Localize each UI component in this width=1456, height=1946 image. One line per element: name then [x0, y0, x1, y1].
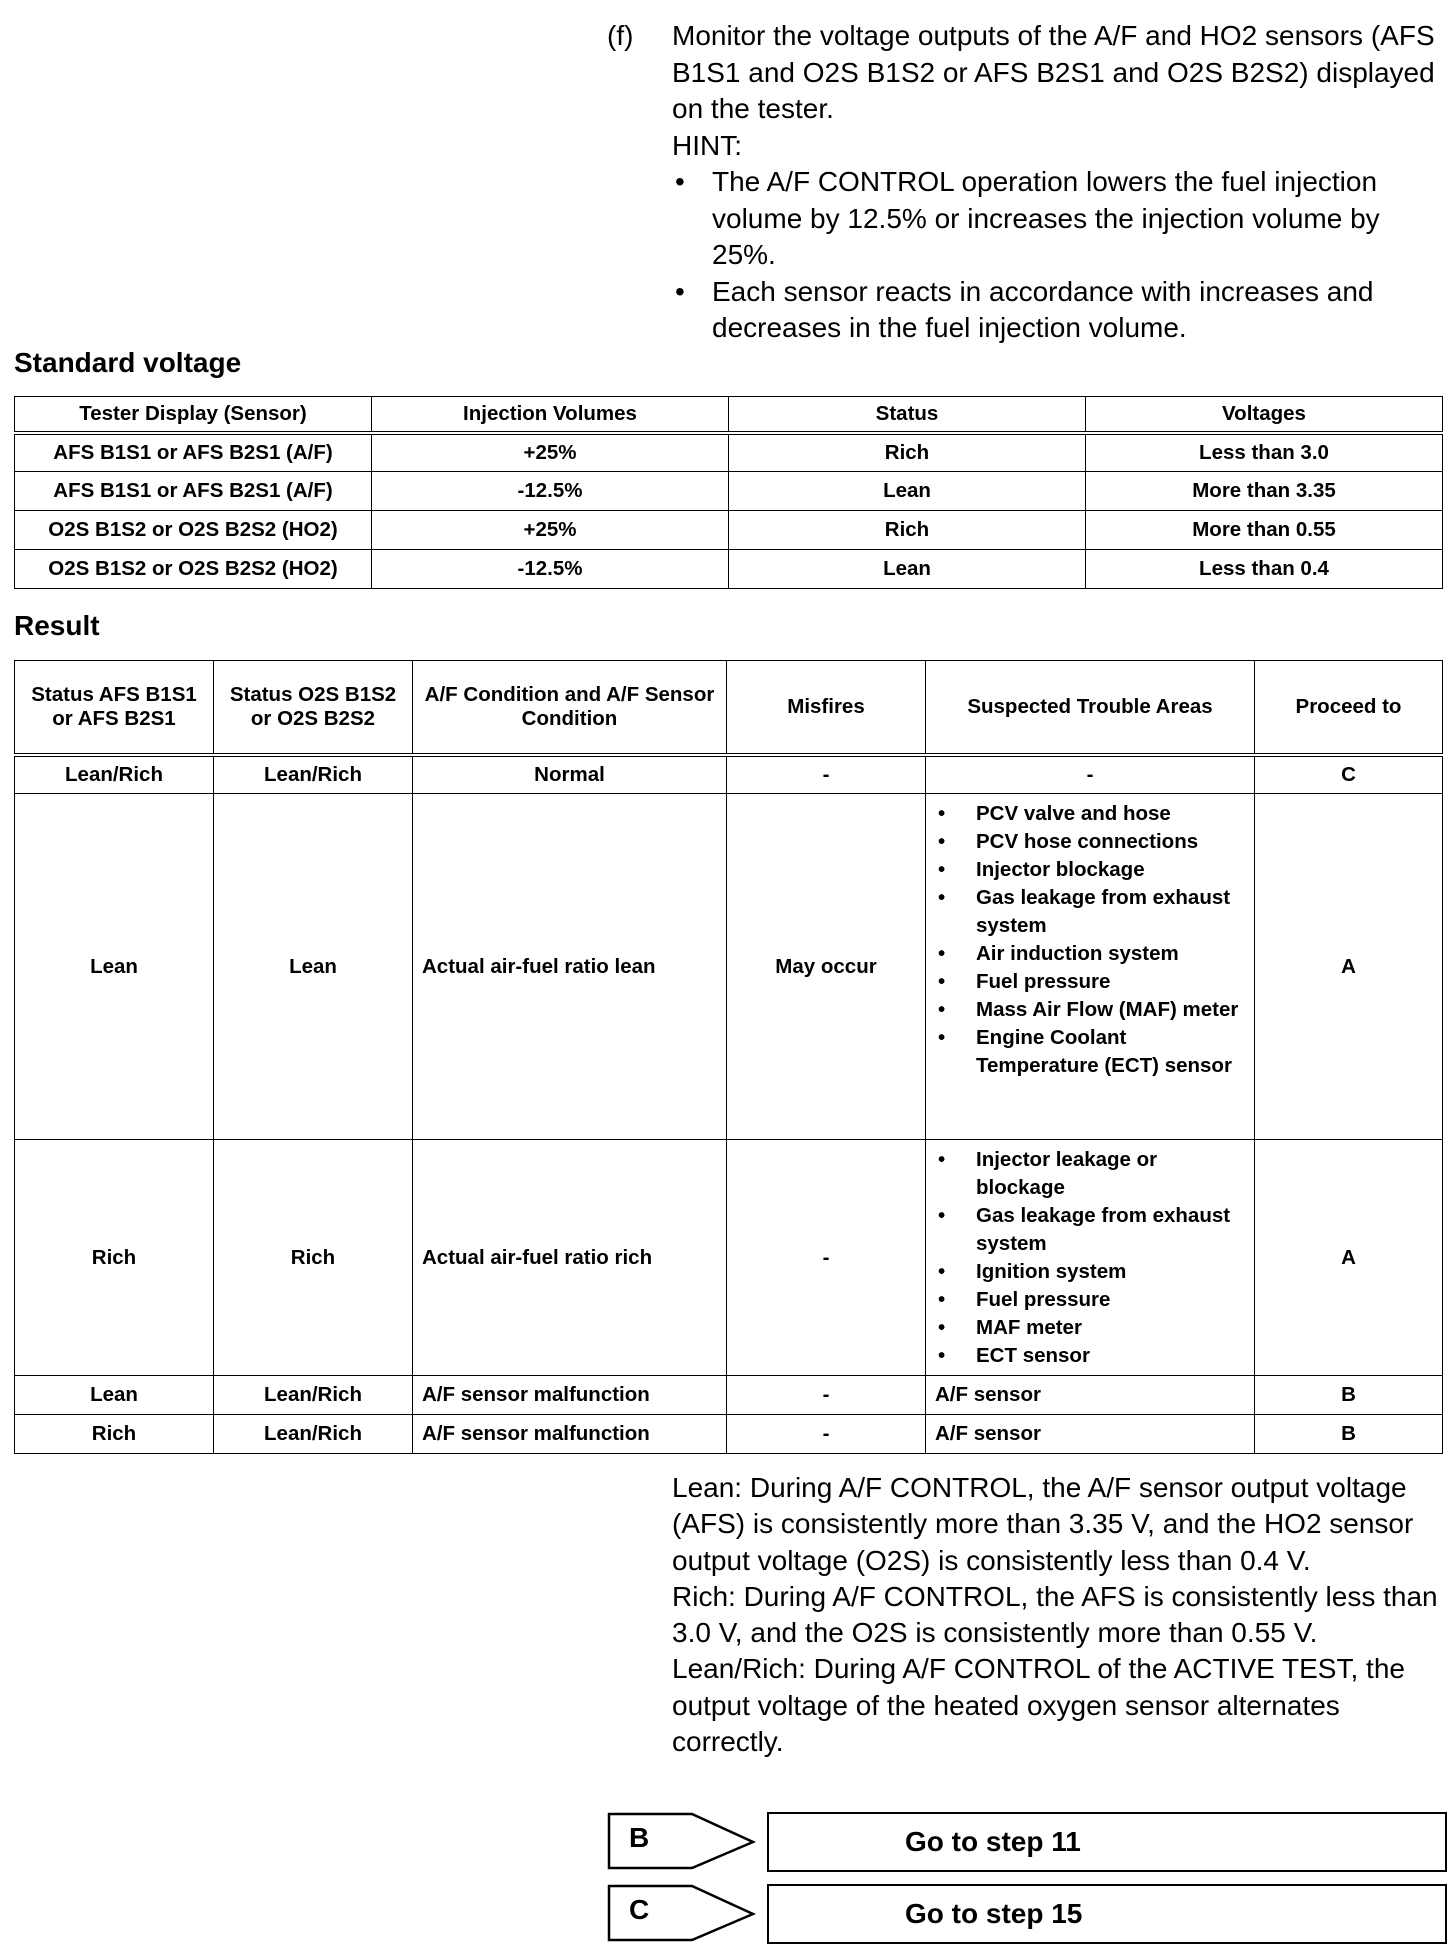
table-cell: Actual air-fuel ratio lean	[413, 794, 727, 1140]
bullet-icon: •	[938, 1344, 946, 1367]
table-row	[15, 550, 1443, 589]
list-item: • Fuel pressure	[934, 1286, 1246, 1314]
table-cell: C	[1255, 755, 1443, 794]
table-cell: O2S B1S2 or O2S B2S2 (HO2)	[15, 511, 372, 550]
bullet-icon: •	[938, 1316, 946, 1339]
table-cell: -	[926, 755, 1255, 794]
table-cell: Less than 0.4	[1086, 550, 1443, 589]
result-table	[14, 660, 1443, 1454]
list-item: • Injector leakage or blockage	[938, 1148, 1158, 1199]
list-item: • PCV hose connections	[934, 828, 1246, 856]
table-cell: B	[1255, 1376, 1443, 1415]
table-row	[15, 1140, 1443, 1376]
table-cell: -12.5%	[372, 472, 729, 511]
table-cell: +25%	[372, 433, 729, 472]
table-cell: -	[727, 1376, 926, 1415]
list-item: • Gas leakage from exhaust system	[938, 886, 1231, 937]
hint-label: HINT:	[672, 129, 742, 161]
table-row	[15, 1376, 1443, 1415]
table-cell: Normal	[413, 755, 727, 794]
step-letter: (f)	[607, 20, 634, 51]
table-row	[15, 1415, 1443, 1454]
bullet-icon: •	[938, 886, 946, 909]
table-cell: Rich	[15, 1415, 214, 1454]
note-rich: Rich: During A/F CONTROL, the AFS is consistently less than 3.0 V, and the O2S is consistently more than 0.55 V.	[672, 1580, 1438, 1649]
bullet-icon: •	[938, 1148, 946, 1171]
goto-b[interactable]	[607, 1812, 1447, 1874]
bullet-icon: •	[938, 1288, 946, 1311]
list-item: • PCV valve and hose	[934, 800, 1246, 828]
table-cell: Lean	[729, 472, 1086, 511]
trouble-areas-list	[934, 1146, 1246, 1370]
column-header: A/F Condition and A/F Sensor Condition	[413, 661, 727, 755]
column-header: Status	[729, 397, 1086, 433]
bullet-icon: •	[938, 970, 946, 993]
standard-voltage-heading: Standard voltage	[14, 347, 242, 378]
table-cell: Lean	[214, 794, 413, 1140]
table-cell: More than 0.55	[1086, 511, 1443, 550]
table-cell: Lean/Rich	[214, 755, 413, 794]
table-cell: Actual air-fuel ratio rich	[413, 1140, 727, 1376]
table-cell: Rich	[729, 511, 1086, 550]
bullet-icon: •	[938, 942, 946, 965]
list-item: • Injector blockage	[934, 856, 1246, 884]
standard-voltage-table	[14, 396, 1443, 589]
table-row	[15, 511, 1443, 550]
table-cell: A	[1255, 794, 1443, 1140]
bullet-icon: •	[938, 998, 946, 1021]
table-cell: Less than 3.0	[1086, 433, 1443, 472]
column-header: Voltages	[1086, 397, 1443, 433]
list-item: • Air induction system	[934, 940, 1246, 968]
table-cell: Rich	[214, 1140, 413, 1376]
table-cell: -	[727, 1415, 926, 1454]
bullet-icon: •	[938, 830, 946, 853]
table-row	[15, 472, 1443, 511]
trouble-areas-list	[934, 800, 1246, 1080]
bullet-icon: •	[938, 802, 946, 825]
table-header-row	[15, 397, 1443, 433]
table-cell: More than 3.35	[1086, 472, 1443, 511]
table-cell: Lean	[15, 1376, 214, 1415]
step-instruction: Monitor the voltage outputs of the A/F and HO2 sensors (AFS B1S1 and O2S B1S2 or AFS B2S1 and O2S B2S2) displayed on the tester.	[672, 20, 1435, 124]
table-row	[15, 433, 1443, 472]
list-item: • Ignition system	[934, 1258, 1246, 1286]
table-cell: +25%	[372, 511, 729, 550]
hint-item: • The A/F CONTROL operation lowers the fuel injection volume by 12.5% or increases the injection volume by 25%.	[675, 166, 1380, 270]
table-cell: -	[727, 755, 926, 794]
table-cell: Rich	[15, 1140, 214, 1376]
goto-c[interactable]	[607, 1884, 1447, 1946]
table-cell: Lean/Rich	[214, 1415, 413, 1454]
table-cell: A/F sensor malfunction	[413, 1376, 727, 1415]
column-header: Suspected Trouble Areas	[926, 661, 1255, 755]
list-item: • ECT sensor	[934, 1342, 1246, 1370]
trouble-areas-cell	[926, 794, 1255, 1140]
column-header: Tester Display (Sensor)	[15, 397, 372, 433]
goto-code-label: B	[629, 1822, 650, 1853]
table-cell: Lean	[729, 550, 1086, 589]
result-heading: Result	[14, 610, 100, 641]
table-cell: O2S B1S2 or O2S B2S2 (HO2)	[15, 550, 372, 589]
column-header: Proceed to	[1255, 661, 1443, 755]
table-cell: A/F sensor	[926, 1415, 1255, 1454]
table-cell: -	[727, 1140, 926, 1376]
goto-code-c	[607, 1884, 767, 1946]
table-cell: AFS B1S1 or AFS B2S1 (A/F)	[15, 433, 372, 472]
table-cell: A/F sensor malfunction	[413, 1415, 727, 1454]
column-header: Misfires	[727, 661, 926, 755]
bullet-icon: •	[675, 275, 685, 307]
table-header-row	[15, 661, 1443, 755]
list-item: • Engine Coolant Temperature (ECT) sensor	[938, 1026, 1232, 1077]
table-cell: May occur	[727, 794, 926, 1140]
list-item: • Mass Air Flow (MAF) meter	[934, 996, 1246, 1024]
table-cell: B	[1255, 1415, 1443, 1454]
goto-code-label: C	[629, 1894, 650, 1925]
list-item: • Fuel pressure	[934, 968, 1246, 996]
result-notes	[672, 1470, 1452, 1760]
bullet-icon: •	[938, 1260, 946, 1283]
column-header: Injection Volumes	[372, 397, 729, 433]
column-header: Status O2S B1S2 or O2S B2S2	[214, 661, 413, 755]
bullet-icon: •	[675, 166, 685, 197]
goto-label: Go to step 11	[905, 1826, 1081, 1857]
goto-code-b	[607, 1812, 767, 1874]
table-cell: Lean/Rich	[214, 1376, 413, 1415]
bullet-icon: •	[938, 1204, 946, 1227]
table-row	[15, 794, 1443, 1140]
column-header: Status AFS B1S1 or AFS B2S1	[15, 661, 214, 755]
list-item: • Gas leakage from exhaust system	[938, 1204, 1231, 1255]
bullet-icon: •	[938, 858, 946, 881]
table-cell: A/F sensor	[926, 1376, 1255, 1415]
list-item: • MAF meter	[934, 1314, 1246, 1342]
step-f	[607, 18, 1447, 347]
hint-item: • Each sensor reacts in accordance with increases and decreases in the fuel injection volume.	[675, 275, 1374, 343]
table-cell: AFS B1S1 or AFS B2S1 (A/F)	[15, 472, 372, 511]
table-cell: A	[1255, 1140, 1443, 1376]
goto-step-15-button[interactable]	[767, 1884, 1447, 1944]
note-lean: Lean: During A/F CONTROL, the A/F sensor output voltage (AFS) is consistently more than 3.35 V, and the HO2 sensor output voltage (O2S) is consistently less than 0.4 V.	[672, 1472, 1414, 1576]
table-cell: Lean	[15, 794, 214, 1140]
table-row	[15, 755, 1443, 794]
goto-step-11-button[interactable]	[767, 1812, 1447, 1872]
table-cell: Rich	[729, 433, 1086, 472]
goto-label: Go to step 15	[905, 1898, 1083, 1929]
table-cell: -12.5%	[372, 550, 729, 589]
note-lean-rich: Lean/Rich: During A/F CONTROL of the ACTIVE TEST, the output voltage of the heated oxygen sensor alternates correctly.	[672, 1653, 1405, 1758]
table-cell: Lean/Rich	[15, 755, 214, 794]
bullet-icon: •	[938, 1026, 946, 1049]
trouble-areas-cell	[926, 1140, 1255, 1376]
